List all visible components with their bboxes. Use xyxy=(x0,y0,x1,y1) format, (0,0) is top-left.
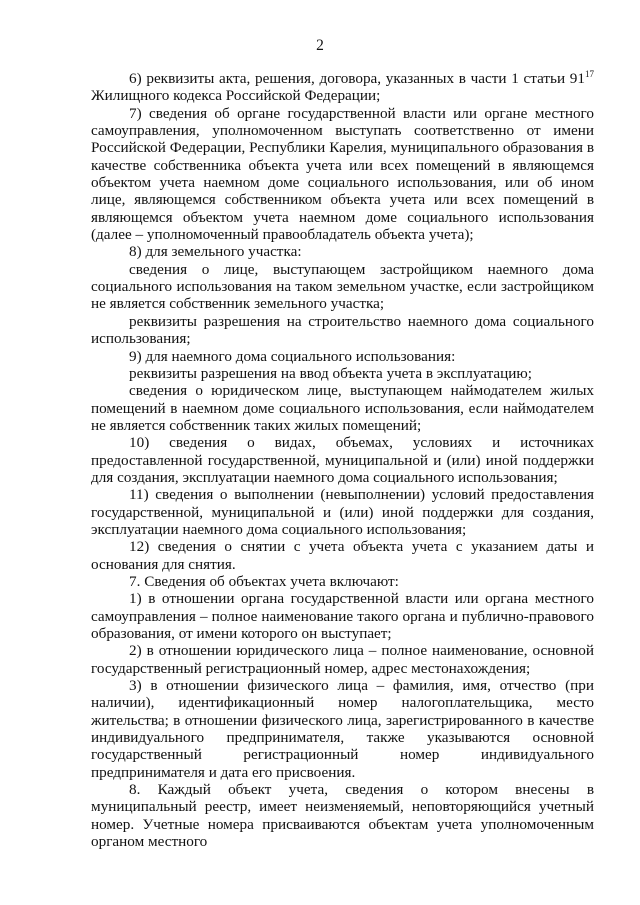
paragraph-landlord-info: сведения о юридическом лице, выступающем наймодателем жилых помещений в наемном доме социального использования, если наймодателем не является собственник таких жилых помещений; xyxy=(91,382,594,434)
paragraph-item-11: 11) сведения о выполнении (невыполнении) условий предоставления государственной, муниципальной и (или) иной поддержки для создания, эксплуатации наемного дома социального использования; xyxy=(91,486,594,538)
paragraph-item-8: 8) для земельного участка: xyxy=(129,243,302,261)
paragraph-section-8: 8. Каждый объект учета, сведения о котором внесены в муниципальный реестр, имеет неизменяемый, неповторяющийся учетный номер. Учетные номера присваиваются объектам учета уполномоченным органом местного xyxy=(91,781,594,851)
paragraph-developer-info: сведения о лице, выступающем застройщиком наемного дома социального использования на таком земельном участке, если застройщиком не является собственник земельного участка; xyxy=(91,260,594,313)
paragraph-subitem-1: 1) в отношении органа государственной власти или органа местного самоуправления – полное наименование такого органа и публично-правового образования, от имени которого он выступает; xyxy=(91,590,594,642)
paragraph-text-tail: Жилищного кодекса Российской Федерации; xyxy=(91,87,381,105)
paragraph-item-7: 7) сведения об органе государственной власти или органе местного самоуправления, уполномоченном выступать соответственно от имени Российской Федерации, Республики Карелия, муниципального образования в качестве собственника объекта учета или всех помещений в являющемся объектом учета наемном доме социального использования, или об ином лице, являющемся собственником объекта учета или всех помещений в являющемся объектом учета наемном доме социального использования (далее – уполномоченный правообладатель объекта учета); xyxy=(91,104,594,244)
paragraph-commissioning-permit: реквизиты разрешения на ввод объекта учета в эксплуатацию; xyxy=(129,364,532,382)
document-body xyxy=(91,70,594,850)
paragraph-subitem-3: 3) в отношении физического лица – фамилия, имя, отчество (при наличии), идентификационный номер налогоплательщика, место жительства; в отношении физического лица, зарегистрированного в качестве индивидуального предпринимателя, также указываются основной государственный регистрационный номер индивидуального предпринимателя и дата его присвоения. xyxy=(91,677,594,781)
page-number: 2 xyxy=(316,37,324,54)
paragraph-item-10: 10) сведения о видах, объемах, условиях и источниках предоставленной государственной, муниципальной и (или) иной поддержки для создания, эксплуатации наемного дома социального использования; xyxy=(91,434,594,486)
superscript-index: 17 xyxy=(585,69,594,79)
paragraph-item-6 xyxy=(91,70,594,105)
paragraph-subitem-2: 2) в отношении юридического лица – полное наименование, основной государственный регистрационный номер, адрес местонахождения; xyxy=(91,642,594,677)
paragraph-item-12: 12) сведения о снятии с учета объекта учета с указанием даты и основания для снятия. xyxy=(91,538,594,573)
paragraph-item-9: 9) для наемного дома социального использования: xyxy=(129,347,456,365)
paragraph-section-7: 7. Сведения об объектах учета включают: xyxy=(129,572,399,590)
paragraph-text: 6) реквизиты акта, решения, договора, указанных в части 1 статьи 91 xyxy=(129,70,585,87)
paragraph-construction-permit: реквизиты разрешения на строительство наемного дома социального использования; xyxy=(91,312,594,348)
